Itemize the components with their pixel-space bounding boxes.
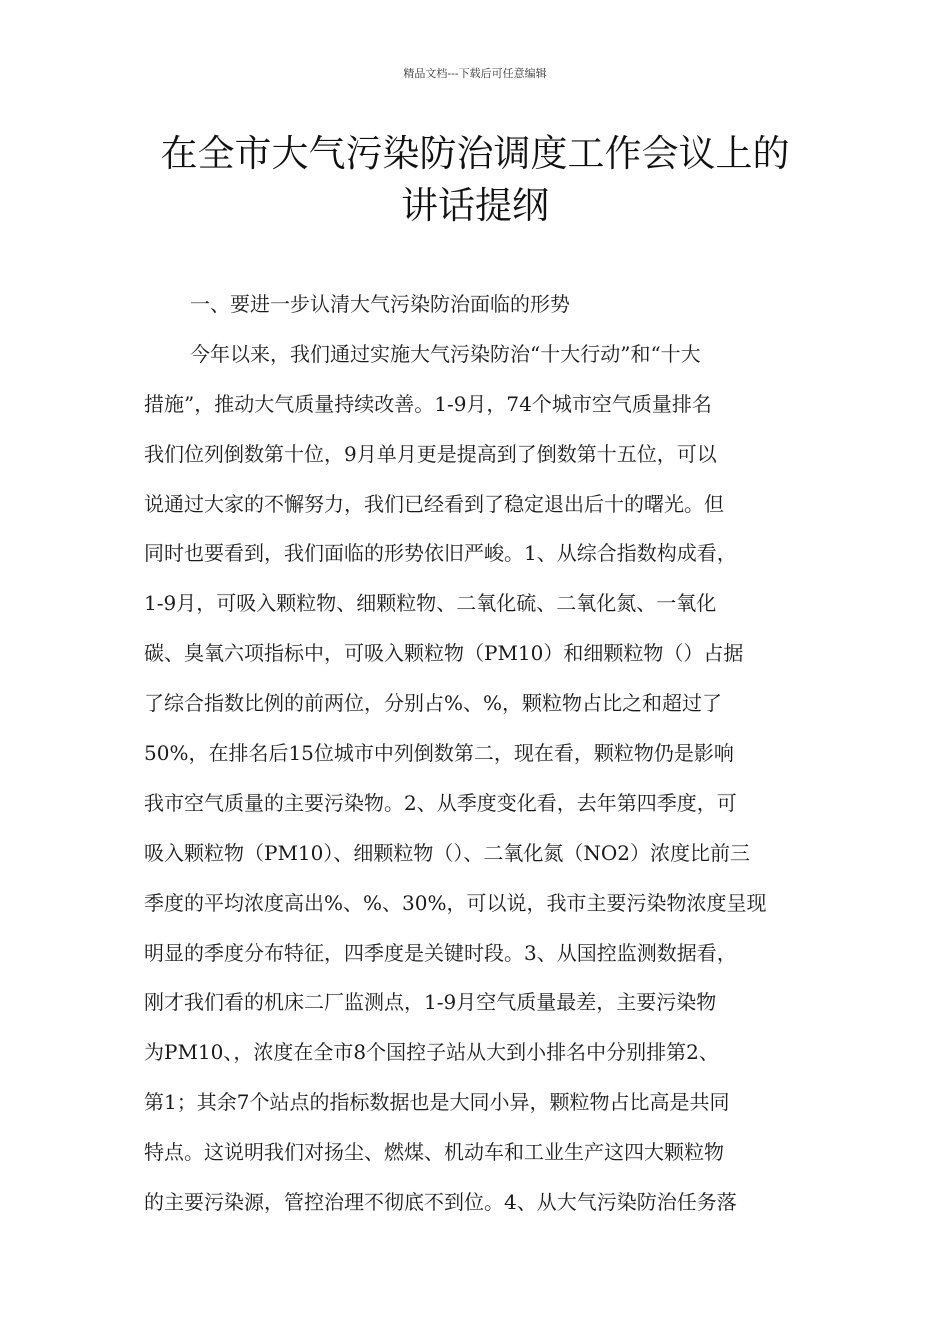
paragraph-line: 同时也要看到，我们面临的形势依旧严峻。1、从综合指数构成看， <box>144 541 737 566</box>
paragraph-line: 措施”，推动大气质量持续改善。1-9月，74个城市空气质量排名 <box>144 391 712 416</box>
paragraph-line: 特点。这说明我们对扬尘、燃煤、机动车和工业生产这四大颗粒物 <box>144 1140 724 1165</box>
title-line-2: 讲话提纲 <box>401 184 549 227</box>
document-title <box>100 128 850 232</box>
paragraph-line: 今年以来，我们通过实施大气污染防治“十大行动”和“十大 <box>190 341 701 366</box>
document-body <box>144 280 814 1228</box>
paragraph-line: 说通过大家的不懈努力，我们已经看到了稳定退出后十的曙光。但 <box>144 491 724 516</box>
paragraph-line: 1-9月，可吸入颗粒物、细颗粒物、二氧化硫、二氧化氮、一氧化 <box>144 591 717 616</box>
paragraph-line: 我们位列倒数第十位，9月单月更是提高到了倒数第十五位，可以 <box>144 441 717 466</box>
paragraph-line: 碳、臭氧六项指标中，可吸入颗粒物（PM10）和细颗粒物（）占据 <box>144 641 744 666</box>
paragraph-line: 我市空气质量的主要污染物。2、从季度变化看，去年第四季度，可 <box>144 790 737 815</box>
paragraph-line: 为PM10、，浓度在全市8个国控子站从大到小排名中分别排第2、 <box>144 1040 719 1065</box>
paragraph-line: 刚才我们看的机床二厂监测点，1-9月空气质量最差，主要污染物 <box>144 990 717 1015</box>
paragraph-line: 明显的季度分布特征，四季度是关键时段。3、从国控监测数据看， <box>144 940 737 965</box>
paragraph-line: 吸入颗粒物（PM10）、细颗粒物（）、二氧化氮（NO2）浓度比前三 <box>144 840 751 865</box>
paragraph-line: 季度的平均浓度高出%、%、30%，可以说，我市主要污染物浓度呈现 <box>144 890 767 915</box>
header-note: 精品文档---下载后可任意编辑 <box>403 67 547 80</box>
paragraph-line: 第1；其余7个站点的指标数据也是大同小异，颗粒物占比高是共同 <box>144 1090 730 1115</box>
section-heading: 一、要进一步认清大气污染防治面临的形势 <box>190 292 570 316</box>
paragraph-line: 50%，在排名后15位城市中列倒数第二，现在看，颗粒物仍是影响 <box>144 741 734 766</box>
title-line-1: 在全市大气污染防治调度工作会议上的 <box>160 132 790 175</box>
paragraph-line: 了综合指数比例的前两位，分别占%、%，颗粒物占比之和超过了 <box>144 691 723 716</box>
paragraph-line: 的主要污染源，管控治理不彻底不到位。4、从大气污染防治任务落 <box>144 1190 737 1215</box>
